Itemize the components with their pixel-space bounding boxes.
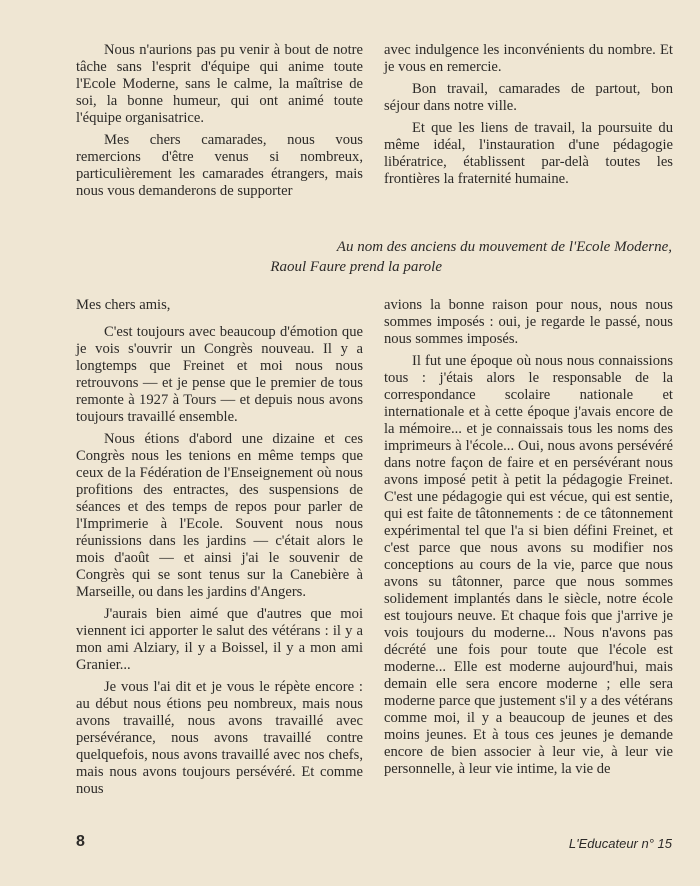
paragraph: Nous étions d'abord une dizaine et ces Congrès nous les tenions en même temps que ceux de la Fédération de l'Enseignement où nous profitions des entractes, des suspensions de séances et des temps de repos pour parler de l'Imprimerie à l'Ecole. Souvent nous nous réunissions dans les jardins — c'était alors le mois d'août — et ainsi j'ai le souvenir de Congrès qui se sont tenus sur la Canebière à Marseille, ou dans les jardins d'Angers.	[76, 431, 363, 600]
paragraph: Mes chers camarades, nous vous remercions d'être venus si nombreux, particulièrement les camarades étrangers, mais nous vous demanderons de supporter	[76, 132, 363, 199]
heading-line-2: Raoul Faure prend la parole	[270, 259, 442, 275]
section-heading	[202, 237, 672, 277]
bottom-right-column	[384, 297, 673, 783]
journal-title: L'Educateur n° 15	[568, 836, 672, 851]
paragraph: avec indulgence les inconvénients du nombre. Et je vous en remercie.	[384, 42, 673, 75]
heading-line-1: Au nom des anciens du mouvement de l'Ecole Moderne,	[336, 239, 672, 255]
bottom-left-column	[76, 297, 363, 803]
paragraph: Et que les liens de travail, la poursuite du même idéal, l'instauration d'une pédagogie libératrice, établissent par-delà toutes les frontières la fraternité humaine.	[384, 120, 673, 187]
paragraph: Bon travail, camarades de partout, bon séjour dans notre ville.	[384, 81, 673, 114]
page-number: 8	[76, 833, 85, 850]
paragraph: avions la bonne raison pour nous, nous nous sommes imposés : oui, je regarde le passé, nous nous sommes imposés.	[384, 297, 673, 347]
paragraph: Il fut une époque où nous nous connaissions tous : j'étais alors le responsable de la correspondance scolaire nationale et internationale et à cette époque j'avais encore de la mémoire... et je connaissais tous les noms des imprimeurs à l'école... Oui, nous avons persévéré dans notre façon de faire et en persévérant nous avons imposé petit à petit la pédagogie Freinet. C'est une pédagogie qui est vécue, qui est sentie, qui est faite de tâtonnements : de ce tâtonnement expérimental tel que l'a si bien défini Freinet, et c'est parce que nous avons su modifier nos conceptions au cours de la vie, parce que nous avons su tâtonner, parce que nous sommes solidement implantés dans le siècle, notre école est toujours neuve. Et chaque fois que j'arrive je vois toujours du moderne... Nous n'avons pas décrété une fois pour toute que l'école est moderne... Elle est moderne aujourd'hui, mais demain elle sera encore moderne ; elle sera moderne parce que justement s'il y a des vétérans comme moi, il y a beaucoup de jeunes et des moins jeunes. Et à tous ces jeunes je demande encore de bien associer à leur vie, à leur vie personnelle, à leur vie intime, la vie de	[384, 353, 673, 777]
paragraph: C'est toujours avec beaucoup d'émotion que je vois s'ouvrir un Congrès nouveau. Il y a longtemps que Freinet et moi nous nous retrouvons — et je pense que le premier de tous remonte à 1927 à Tours — et depuis nous avons toujours travaillé ensemble.	[76, 324, 363, 425]
top-right-column	[384, 42, 673, 193]
paragraph: Nous n'aurions pas pu venir à bout de notre tâche sans l'esprit d'équipe qui anime toute l'Ecole Moderne, sans le calme, la maîtrise de soi, la bonne humeur, qui ont animé toute l'équipe organisatrice.	[76, 42, 363, 126]
salutation: Mes chers amis,	[76, 297, 171, 313]
paragraph: Je vous l'ai dit et je vous le répète encore : au début nous étions peu nombreux, mais nous avons travaillé, nous avons travaillé avec persévérance, nous avons travaillé contre quelquefois, nous avons travaillé avec nos chefs, mais nous avons toujours persévéré. Et comme nous	[76, 679, 363, 797]
paragraph: J'aurais bien aimé que d'autres que moi viennent ici apporter le salut des vétérans : il y a mon ami Alziary, il y a Boissel, il y a mon ami Granier...	[76, 606, 363, 673]
top-left-column	[76, 42, 363, 205]
